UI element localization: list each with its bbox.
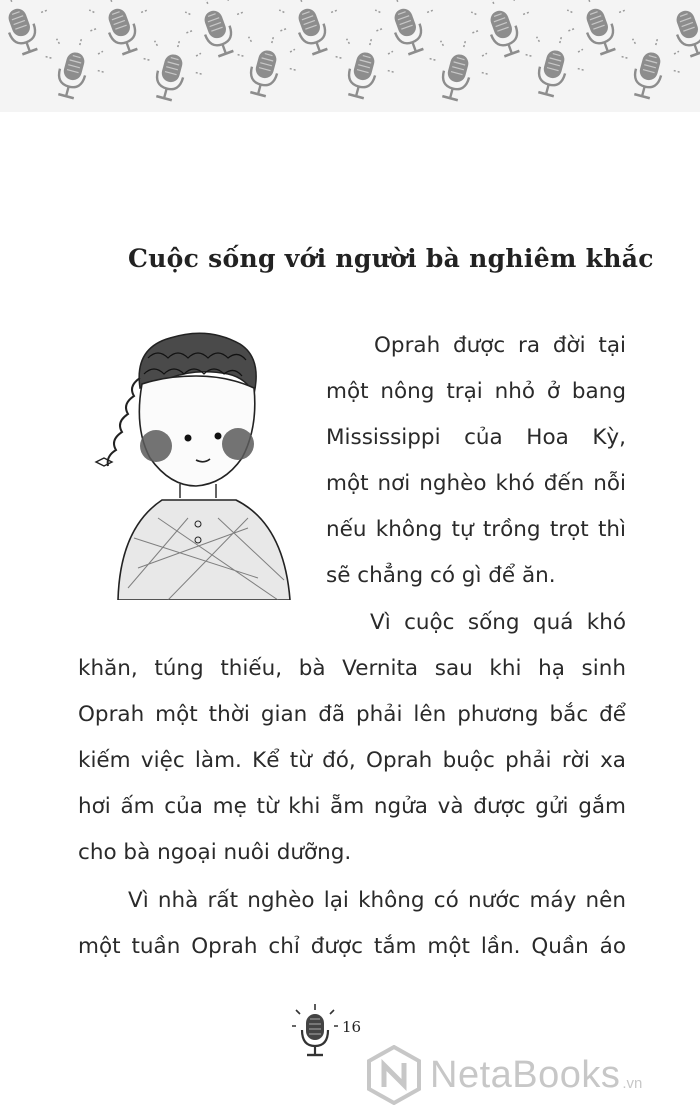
paragraph-2 <box>78 600 626 876</box>
header-microphone-pattern <box>0 0 700 112</box>
text-line: khăn, túng thiếu, bà Vernita sau khi hạ sinh <box>78 656 626 681</box>
text-line: Vì nhà rất nghèo lại không có nước máy nên <box>128 888 626 913</box>
watermark-brand: NetaBooks <box>430 1053 621 1096</box>
paragraph-1 <box>326 323 626 599</box>
paragraph-3 <box>78 878 626 970</box>
text-line: Oprah một thời gian đã phải lên phương bắc để <box>78 702 626 727</box>
text-line: một nông trại nhỏ ở bang <box>326 379 626 404</box>
microphone-icon <box>292 1004 338 1060</box>
chapter-title: Cuộc sống với người bà nghiêm khắc <box>128 244 654 273</box>
page-number: 16 <box>342 1018 362 1036</box>
text-line: một tuần Oprah chỉ được tắm một lần. Quần áo <box>78 934 626 959</box>
text-line: Mississippi của Hoa Kỳ, <box>326 425 626 450</box>
text-line: hơi ấm của mẹ từ khi ẵm ngửa và được gửi gắm <box>78 794 626 819</box>
text-line: sẽ chẳng có gì để ăn. <box>326 563 556 588</box>
microphone-pattern <box>0 0 700 112</box>
netabooks-watermark <box>366 1040 700 1110</box>
text-line: một nơi nghèo khó đến nỗi <box>326 471 626 496</box>
text-line: nếu không tự trồng trọt thì <box>326 517 626 542</box>
watermark-suffix: .vn <box>622 1075 643 1092</box>
text-line: cho bà ngoại nuôi dưỡng. <box>78 840 352 865</box>
girl-portrait-illustration <box>78 318 296 600</box>
page-footer <box>292 1004 372 1060</box>
text-line: kiếm việc làm. Kể từ đó, Oprah buộc phải rời xa <box>78 748 626 773</box>
netabooks-logo-icon <box>366 1045 422 1105</box>
text-line: Oprah được ra đời tại <box>374 333 626 358</box>
text-line: Vì cuộc sống quá khó <box>370 610 626 635</box>
microphone-icon <box>0 0 700 102</box>
